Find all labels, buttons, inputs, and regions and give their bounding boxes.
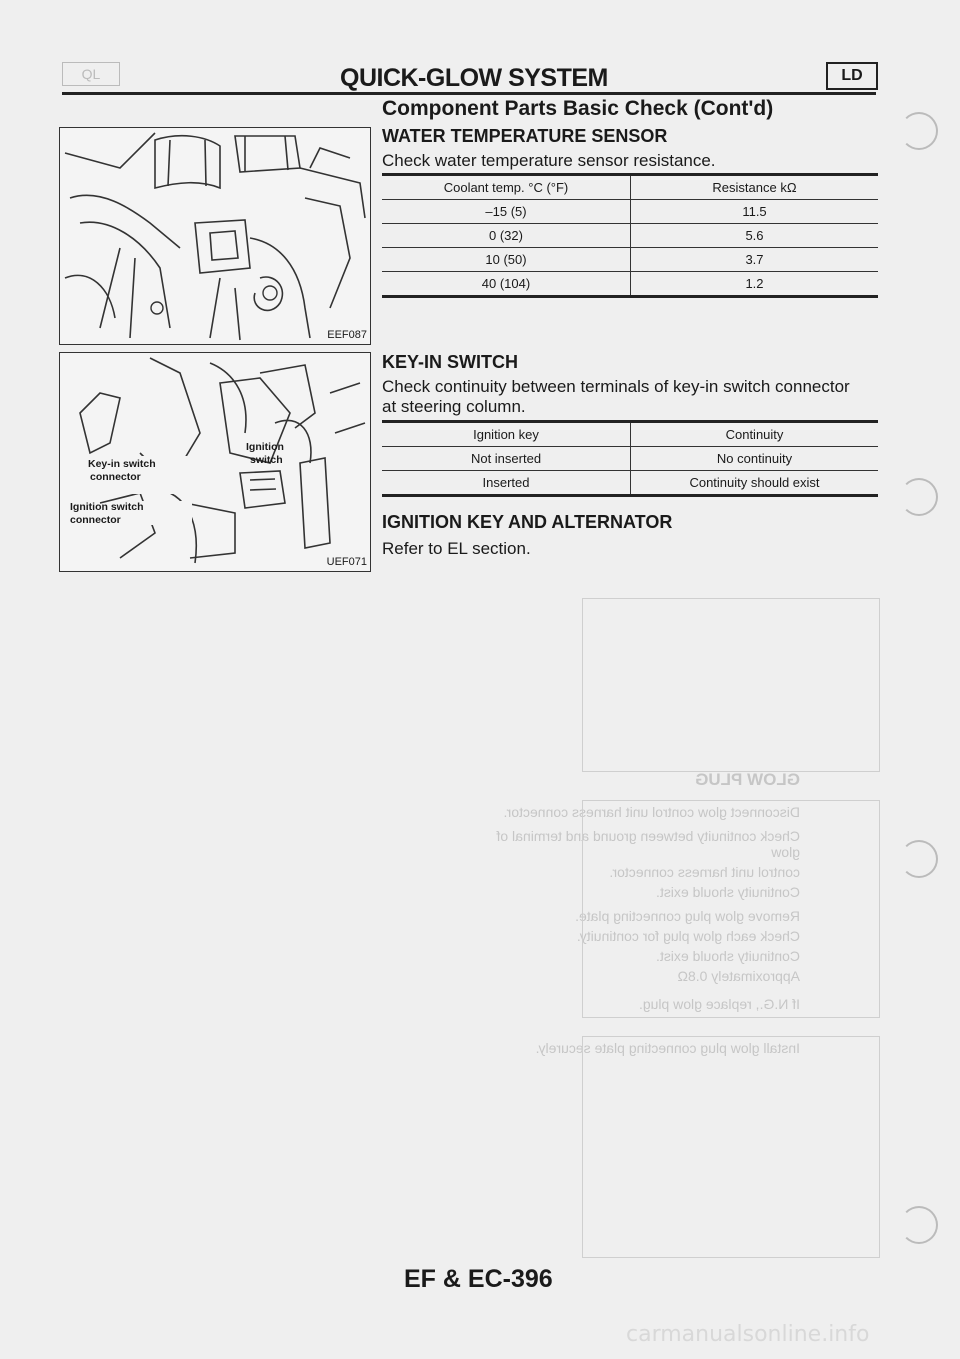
- table-cell: Continuity should exist: [631, 471, 879, 496]
- table-header-row: [382, 422, 878, 447]
- table-row: [382, 224, 878, 248]
- ghost-line: Continuity should exist.: [656, 884, 800, 900]
- ghost-line: Remove glow plug connecting plate.: [575, 908, 800, 924]
- binder-ring-icon: [900, 1206, 938, 1244]
- section-tab-badge: QL: [62, 62, 120, 86]
- col-resistance: Resistance kΩ: [631, 175, 879, 200]
- page-number: EF & EC-396: [404, 1265, 553, 1293]
- key-in-instruction-line2: at steering column.: [382, 397, 526, 416]
- page-title: QUICK-GLOW SYSTEM: [340, 64, 608, 92]
- table-row: [382, 200, 878, 224]
- callout-connector: connector: [90, 471, 141, 483]
- table-cell: No continuity: [631, 447, 879, 471]
- key-in-switch-figure: [59, 352, 371, 572]
- ignition-heading: IGNITION KEY AND ALTERNATOR: [382, 512, 673, 532]
- table-cell: Inserted: [382, 471, 631, 496]
- ghost-line: Continuity should exist.: [656, 948, 800, 964]
- col-coolant-temp: Coolant temp. °C (°F): [382, 175, 631, 200]
- col-ignition-key: Ignition key: [382, 422, 631, 447]
- ghost-figure: [582, 800, 880, 1018]
- binder-ring-icon: [900, 112, 938, 150]
- key-in-heading: KEY-IN SWITCH: [382, 352, 519, 372]
- ghost-figure: [582, 1036, 880, 1258]
- key-in-instruction-line1: Check continuity between terminals of key-in switch connector: [382, 377, 850, 396]
- table-cell: 1.2: [631, 272, 879, 297]
- water-temp-heading: WATER TEMPERATURE SENSOR: [382, 126, 668, 146]
- ghost-line: Approximately 0.8Ω: [677, 968, 800, 984]
- col-continuity: Continuity: [631, 422, 879, 447]
- table-row: [382, 447, 878, 471]
- key-in-table: [382, 420, 878, 497]
- water-temp-sensor-figure: [59, 127, 371, 345]
- table-cell: 0 (32): [382, 224, 631, 248]
- watermark: carmanualsonline.info: [626, 1322, 870, 1347]
- table-cell: 10 (50): [382, 248, 631, 272]
- binder-ring-icon: [900, 840, 938, 878]
- ghost-line: Check each glow plug for continuity.: [576, 928, 800, 944]
- binder-ring-icon: [900, 478, 938, 516]
- ghost-line: Check continuity between ground and terminal of glow: [496, 828, 800, 860]
- ghost-figure: [582, 598, 880, 772]
- header-rule: [62, 92, 876, 95]
- callout-ignition: Ignition: [246, 441, 284, 453]
- section-title: Component Parts Basic Check (Cont'd): [382, 97, 774, 120]
- water-temp-instruction: Check water temperature sensor resistance.: [382, 151, 716, 170]
- table-row: [382, 471, 878, 496]
- ignition-instruction: Refer to EL section.: [382, 539, 531, 558]
- table-row: [382, 248, 878, 272]
- table-row: [382, 272, 878, 297]
- table-cell: 3.7: [631, 248, 879, 272]
- ghost-heading: GLOW PLUG: [695, 770, 800, 789]
- figure-code: EEF087: [327, 329, 367, 341]
- table-cell: Not inserted: [382, 447, 631, 471]
- callout-connector-2: connector: [70, 514, 121, 526]
- callout-key-in-switch: Key-in switch: [88, 458, 156, 470]
- table-cell: –15 (5): [382, 200, 631, 224]
- callout-switch: switch: [250, 454, 283, 466]
- ld-badge: LD: [826, 62, 878, 90]
- table-cell: 40 (104): [382, 272, 631, 297]
- table-cell: 11.5: [631, 200, 879, 224]
- ghost-line: If N.G., replace glow plug.: [638, 996, 800, 1012]
- ghost-line: control unit harness connector.: [609, 864, 800, 880]
- ghost-line: Install glow plug connecting plate securely.: [535, 1040, 800, 1056]
- table-header-row: [382, 175, 878, 200]
- engine-hose-illustration-icon: [60, 128, 370, 344]
- ghost-line: Disconnect glow control unit harness connector.: [503, 804, 800, 820]
- figure-code: UEF071: [326, 556, 367, 568]
- callout-ignition-switch: Ignition switch: [70, 501, 144, 513]
- table-cell: 5.6: [631, 224, 879, 248]
- water-temp-table: [382, 173, 878, 298]
